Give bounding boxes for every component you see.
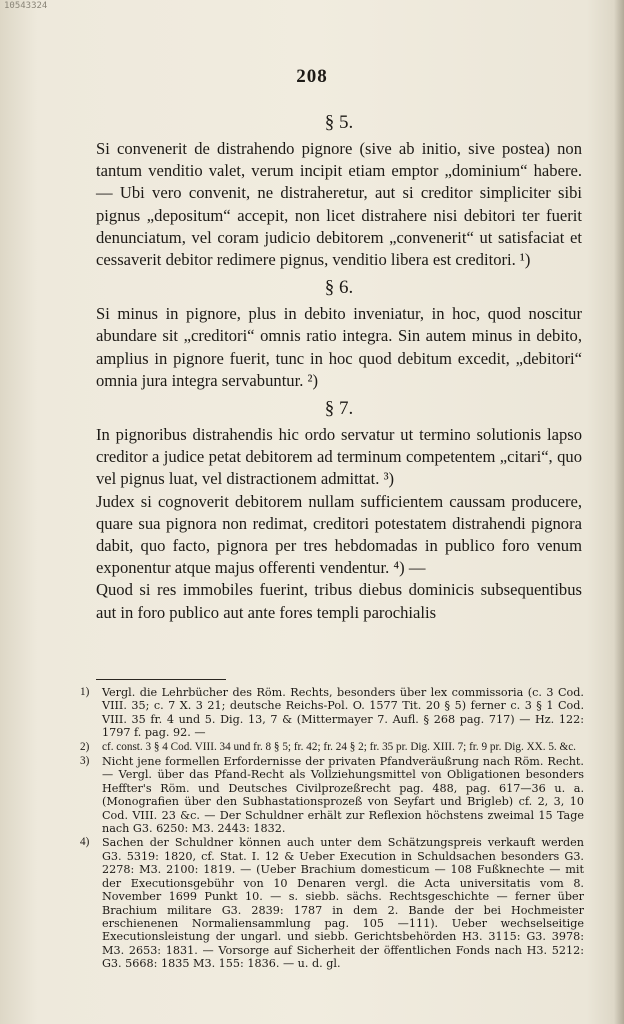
main-text [96,110,582,624]
footnote-rule [96,679,226,680]
paragraph: Si minus in pignore, plus in debito inveniatur, in hoc, quod noscitur abundare sit „creditori“ omnis ratio integra. Sin autem minus in debito, amplius in pignore fuerit, tunc in hoc quod debitum excedit, „debitori“ omnia jura integra servabuntur. ²) [96,304,582,390]
paragraph: Judex si cognoverit debitorem nullam sufficientem caussam producere, quare sua pignora non redimat, creditori potestatem distrahendi pignora dabit, quo facto, pignora per tres hebdomadas in publico foro venum exponentur atque majus offerenti vendentur. ⁴) — [96,491,582,578]
footnotes [80,686,584,972]
footnote-text: cf. const. 3 § 4 Cod. VIII. 34 und fr. 8 § 5; fr. 42; fr. 24 § 2; fr. 35 pr. Dig. XIII. 7; fr. 9 pr. Dig. XX. 5. &c. [102,740,576,753]
paragraph: Quod si res immobiles fuerint, tribus diebus dominicis subsequentibus aut in foro publico aut ante fores templi parochialis [96,580,582,622]
scan-id: 10543324 [4,1,48,11]
footnote-number: 4) [80,836,90,849]
paragraph: Si convenerit de distrahendo pignore (sive ab initio, sive postea) non tantum venditio valet, verum incipit etiam emptor „dominium“ habere. — Ubi vero convenit, ne distraheretur, aut si creditor simpliciter sibi pignus „depositum“ accepit, non licet distrahere nisi debitori ter fuerit denunciatum, vel coram judicio debitorem „convenerit“ ut satisfaciat et cessaverit debitor redimere pignus, venditio libera est creditori. ¹) [96,139,582,270]
footnote-number: 3) [80,755,90,768]
footnote [80,741,584,754]
page-edge-shadow [614,0,624,1024]
footnote-number: 1) [80,686,90,698]
footnote [80,836,584,970]
paragraph: In pignoribus distrahendis hic ordo servatur ut termino solutionis lapso creditor a judice petat debitorem ad terminum competentem „citari“, quo vel pignus luat, vel distractionem admittat. ³) [96,425,582,489]
section-6 [96,275,582,392]
footnote-text: Vergl. die Lehrbücher des Röm. Rechts, besonders über lex commissoria (c. 3 Cod. VIII. 35; c. 7 X. 3 21; deutsche Reichs-Pol. O. 1577 Tit. 20 § 5) ferner c. 3 § 1 Cod. VIII. 35 fr. 4 und 5. Dig. 13, 7 & (Mittermayer 7. Aufl. § 268 pag. 717) — Hz. 122: 1797 f. pag. 92. — [102,686,584,740]
footnote-number: 2) [80,740,90,753]
footnote-text: Sachen der Schuldner können auch unter dem Schätzungspreis verkauft werden G3. 5319: 1820, cf. Stat. I. 12 & Ueber Execution in Schuldsachen besonders G3. 2278: M3. 2100: 1819. — (Ueber Brachium domesticum — 108 Fußknechte — mit der Executionsgebühr von 10 Denaren vergl. die Acta universitatis vom 8. November 1699 Punkt 10. — s. siebb. sächs. Rechtsgeschichte — ferner über Brachium militare G3. 2839: 1787 in dem 2. Bande der bei Hochmeister erschienenen Normaliensammlung pag. 105 —111). Ueber wechselseitige Executionsleistung der ungarl. und siebb. Gerichtsbehörden H3. 3115: G3. 3978: M3. 2653: 1831. — Vorsorge auf Sicherheit der öffentlichen Fonds nach H3. 5212: G3. 5668: 1835 M3. 155: 1836. — u. d. gl. [102,836,584,971]
page-number: 208 [296,66,328,87]
section-heading: § 5. [324,112,354,133]
footnote-text: Nicht jene formellen Erfordernisse der privaten Pfandveräußrung nach Röm. Recht. — Vergl. über das Pfand-Recht als Vollziehungsmittel von Obligationen besonders Heffter's Röm. und Deutsches Civilprozeßrecht pag. 488, pag. 617—36 u. a. (Monografien über den Subhastationsprozeß von Seyfart und Brigleb) cf. 2, 3, 10 Cod. VIII. 23 &c. — Der Schuldner erhält zur Reflexion höchstens zweimal 15 Tage nach G3. 6250: M3. 2443: 1832. [102,755,584,836]
section-7 [96,396,582,624]
section-5 [96,110,582,271]
footnote [80,755,584,835]
section-heading: § 7. [324,398,354,420]
footnote [80,686,584,740]
section-heading: § 6. [324,277,354,299]
